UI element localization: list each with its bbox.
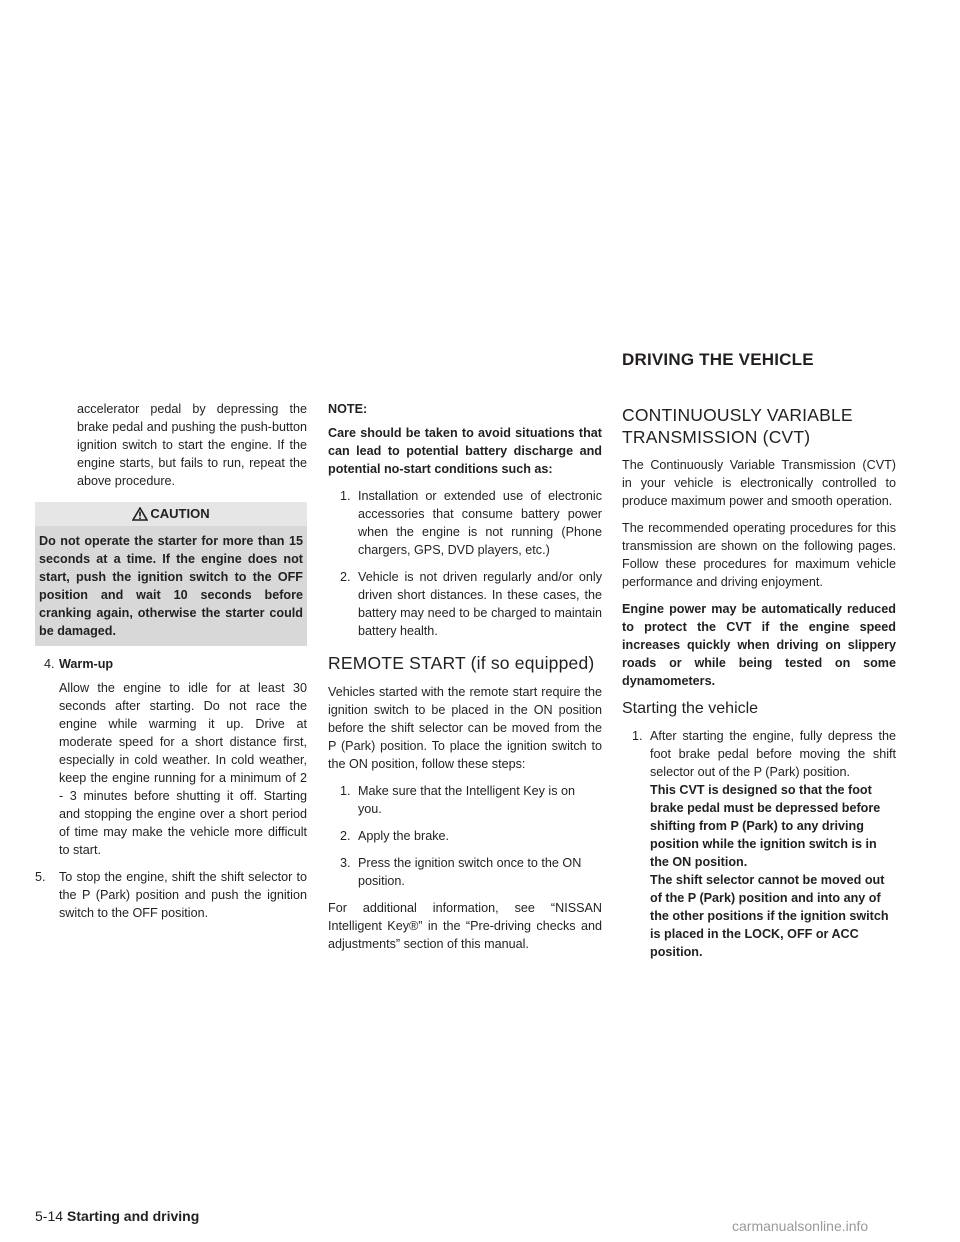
- cvt-warning-text: Engine power may be automatically reduced to protect the CVT if the engine speed increases quickly when driving on slippery roads or while being tested on some dynamometers.: [622, 602, 896, 688]
- page-number: 5-14: [35, 1208, 64, 1224]
- section-header: DRIVING THE VEHICLE: [622, 350, 814, 369]
- start-step-text: After starting the engine, fully depress the foot brake pedal before moving the shift selector out of the P (Park) position.: [650, 729, 896, 779]
- column-3: [622, 404, 896, 961]
- remote-step-text: Make sure that the Intelligent Key is on you.: [358, 784, 576, 816]
- step4-text: Allow the engine to idle for at least 30 seconds after starting. Do not race the engine while warming it up. Drive at moderate speed for a short distance first, especially in cold weather. In cold weather, keep the engine running for a minimum of 2 - 3 minutes before shutting it off. Starting and stopping the engine over a short period of time may make the vehicle more difficult to start.: [59, 681, 307, 857]
- caution-header: [35, 502, 307, 526]
- cvt-heading: CONTINUOUSLY VARIABLE TRANSMISSION (CVT): [622, 405, 853, 447]
- remote-start-more-info: For additional information, see “NISSAN Intelligent Key®” in the “Pre-driving checks and adjustments” section of this manual.: [328, 901, 602, 951]
- start-step-bold-2: The shift selector cannot be moved out of the P (Park) position and into any of the other positions if the ignition switch is placed in the LOCK, OFF or ACC position.: [650, 873, 889, 959]
- note-text: Care should be taken to avoid situations that can lead to potential battery discharge and potential no-start conditions such as:: [328, 426, 602, 476]
- column-1: [35, 400, 307, 922]
- cvt-paragraph-1: The Continuously Variable Transmission (CVT) in your vehicle is electronically controlled to produce maximum power and smooth operation.: [622, 458, 896, 508]
- note-item-2: [328, 568, 602, 640]
- remote-step-text: Press the ignition switch once to the ON position.: [358, 856, 582, 888]
- warning-icon: [132, 507, 148, 521]
- step-4: [35, 655, 307, 673]
- start-step-bold-1: This CVT is designed so that the foot brake pedal must be depressed before shifting from P (Park) to any driving position while the ignition switch is in the ON position.: [650, 783, 881, 869]
- remote-step-1: [328, 782, 602, 818]
- watermark: carmanualsonline.info: [732, 1218, 869, 1234]
- note-item-1: [328, 487, 602, 559]
- cvt-paragraph-2: The recommended operating procedures for this transmission are shown on the following pages. Follow these procedures for maximum vehicle performance and driving enjoyment.: [622, 521, 896, 589]
- remote-step-number: 2.: [340, 829, 351, 843]
- step4-number: 4.: [44, 657, 55, 671]
- remote-step-number: 1.: [340, 784, 351, 798]
- footer-section-title: Starting and driving: [67, 1208, 200, 1224]
- remote-step-3: [328, 854, 602, 890]
- note-item-number: 2.: [340, 570, 351, 584]
- caution-title: CAUTION: [150, 506, 210, 521]
- remote-start-heading: REMOTE START (if so equipped): [328, 653, 595, 673]
- caution-box: [35, 502, 307, 646]
- step3-continuation: accelerator pedal by depressing the brake pedal and pushing the push-button ignition switch to start the engine. If the engine starts, but fails to run, repeat the above procedure.: [77, 402, 307, 488]
- step5-text: To stop the engine, shift the shift selector to the P (Park) position and push the ignition switch to the OFF position.: [59, 870, 307, 920]
- note-item-text: Installation or extended use of electronic accessories that consume battery power when the engine is not running (Phone chargers, GPS, DVD players, etc.): [358, 489, 602, 557]
- page-footer: [35, 1208, 199, 1224]
- note-item-number: 1.: [340, 489, 351, 503]
- step-5: [35, 868, 307, 922]
- remote-step-2: [328, 827, 602, 845]
- starting-vehicle-heading: Starting the vehicle: [622, 700, 759, 717]
- note-label: NOTE:: [328, 402, 368, 416]
- start-step-number: 1.: [632, 729, 643, 743]
- step4-title: Warm-up: [59, 657, 114, 671]
- remote-step-text: Apply the brake.: [358, 829, 450, 843]
- start-step-1: [622, 727, 896, 961]
- column-2: [328, 400, 602, 962]
- caution-text: Do not operate the starter for more than 15 seconds at a time. If the engine does not start, push the ignition switch to the OFF position and wait 10 seconds before cranking again, otherwise the starter could be damaged.: [39, 534, 303, 638]
- remote-step-number: 3.: [340, 856, 351, 870]
- remote-start-text: Vehicles started with the remote start require the ignition switch to be placed in the ON position before the shift selector can be moved from the P (Park) position. To place the ignition switch to the ON position, follow these steps:: [328, 685, 602, 771]
- step5-number: 5.: [35, 870, 46, 884]
- note-item-text: Vehicle is not driven regularly and/or only driven short distances. In these cases, the battery may need to be charged to maintain battery health.: [358, 570, 602, 638]
